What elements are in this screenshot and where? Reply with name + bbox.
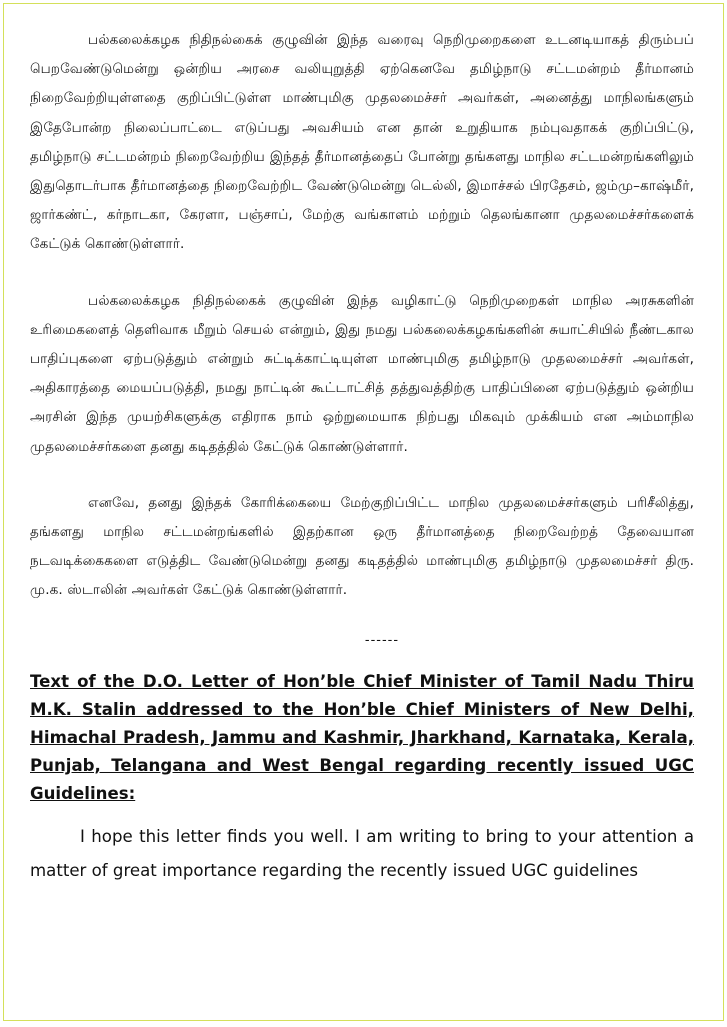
document-body xyxy=(30,26,694,888)
tamil-paragraph-1: பல்கலைக்கழக நிதிநல்கைக் குழுவின் இந்த வரைவு நெறிமுறைகளை உடனடியாகத் திரும்பப் பெறவேண்டுமென்று ஒன்றிய அரசை வலியுறுத்தி ஏற்கெனவே தமிழ்நாடு சட்டமன்றம் தீர்மானம் நிறைவேற்றியுள்ளதை குறிப்பிட்டுள்ள மாண்புமிகு முதலமைச்சர் அவர்கள், அனைத்து மாநிலங்களும் இதேபோன்ற நிலைப்பாட்டை எடுப்பது அவசியம் என தான் உறுதியாக நம்புவதாகக் குறிப்பிட்டு, தமிழ்நாடு சட்டமன்றம் நிறைவேற்றிய இந்தத் தீர்மானத்தைப் போன்று தங்களது மாநில சட்டமன்றங்களிலும் இதுதொடர்பாக தீர்மானத்தை நிறைவேற்றிட வேண்டுமென்று டெல்லி, இமாச்சல் பிரதேசம், ஜம்மு–காஷ்மீர், ஜார்கண்ட், கர்நாடகா, கேரளா, பஞ்சாப், மேற்கு வங்காளம் மற்றும் தெலங்கானா முதலமைச்சர்களைக் கேட்டுக் கொண்டுள்ளார். xyxy=(30,32,694,253)
document-page xyxy=(3,3,724,1021)
section-separator: ------ xyxy=(364,632,400,648)
english-paragraph: I hope this letter finds you well. I am writing to bring to your attention a matter of great importance regarding the recently issued UGC guidelines xyxy=(30,826,694,880)
letter-heading: Text of the D.O. Letter of Hon’ble Chief Minister of Tamil Nadu Thiru M.K. Stalin addressed to the Hon’ble Chief Ministers of New Delhi, Himachal Pradesh, Jammu and Kashmir, Jharkhand, Karnataka, Kerala, Punjab, Telangana and West Bengal regarding recently issued UGC Guidelines: xyxy=(30,671,694,803)
tamil-paragraph-3: எனவே, தனது இந்தக் கோரிக்கையை மேற்குறிப்பிட்ட மாநில முதலமைச்சர்களும் பரிசீலித்து, தங்களது மாநில சட்டமன்றங்களில் இதற்கான ஒரு தீர்மானத்தை நிறைவேற்றத் தேவையான நடவடிக்கைகளை எடுத்திட வேண்டுமென்று தனது கடிதத்தில் மாண்புமிகு தமிழ்நாடு முதலமைச்சர் திரு. மு.க. ஸ்டாலின் அவர்கள் கேட்டுக் கொண்டுள்ளார். xyxy=(30,494,694,599)
tamil-paragraph-2: பல்கலைக்கழக நிதிநல்கைக் குழுவின் இந்த வழிகாட்டு நெறிமுறைகள் மாநில அரசுகளின் உரிமைகளைத் தெளிவாக மீறும் செயல் என்றும், இது நமது பல்கலைக்கழகங்களின் சுயாட்சியில் நீண்டகால பாதிப்புகளை ஏற்படுத்தும் என்றும் சுட்டிக்காட்டியுள்ள மாண்புமிகு தமிழ்நாடு முதலமைச்சர் அவர்கள், அதிகாரத்தை மையப்படுத்தி, நமது நாட்டின் கூட்டாட்சித் தத்துவத்திற்கு பாதிப்பினை ஏற்படுத்தும் ஒன்றிய அரசின் இந்த முயற்சிகளுக்கு எதிராக நாம் ஒற்றுமையாக நிற்பது மிகவும் முக்கியம் என அம்மாநில முதலமைச்சர்களை தனது கடிதத்தில் கேட்டுக் கொண்டுள்ளார். xyxy=(30,292,694,455)
